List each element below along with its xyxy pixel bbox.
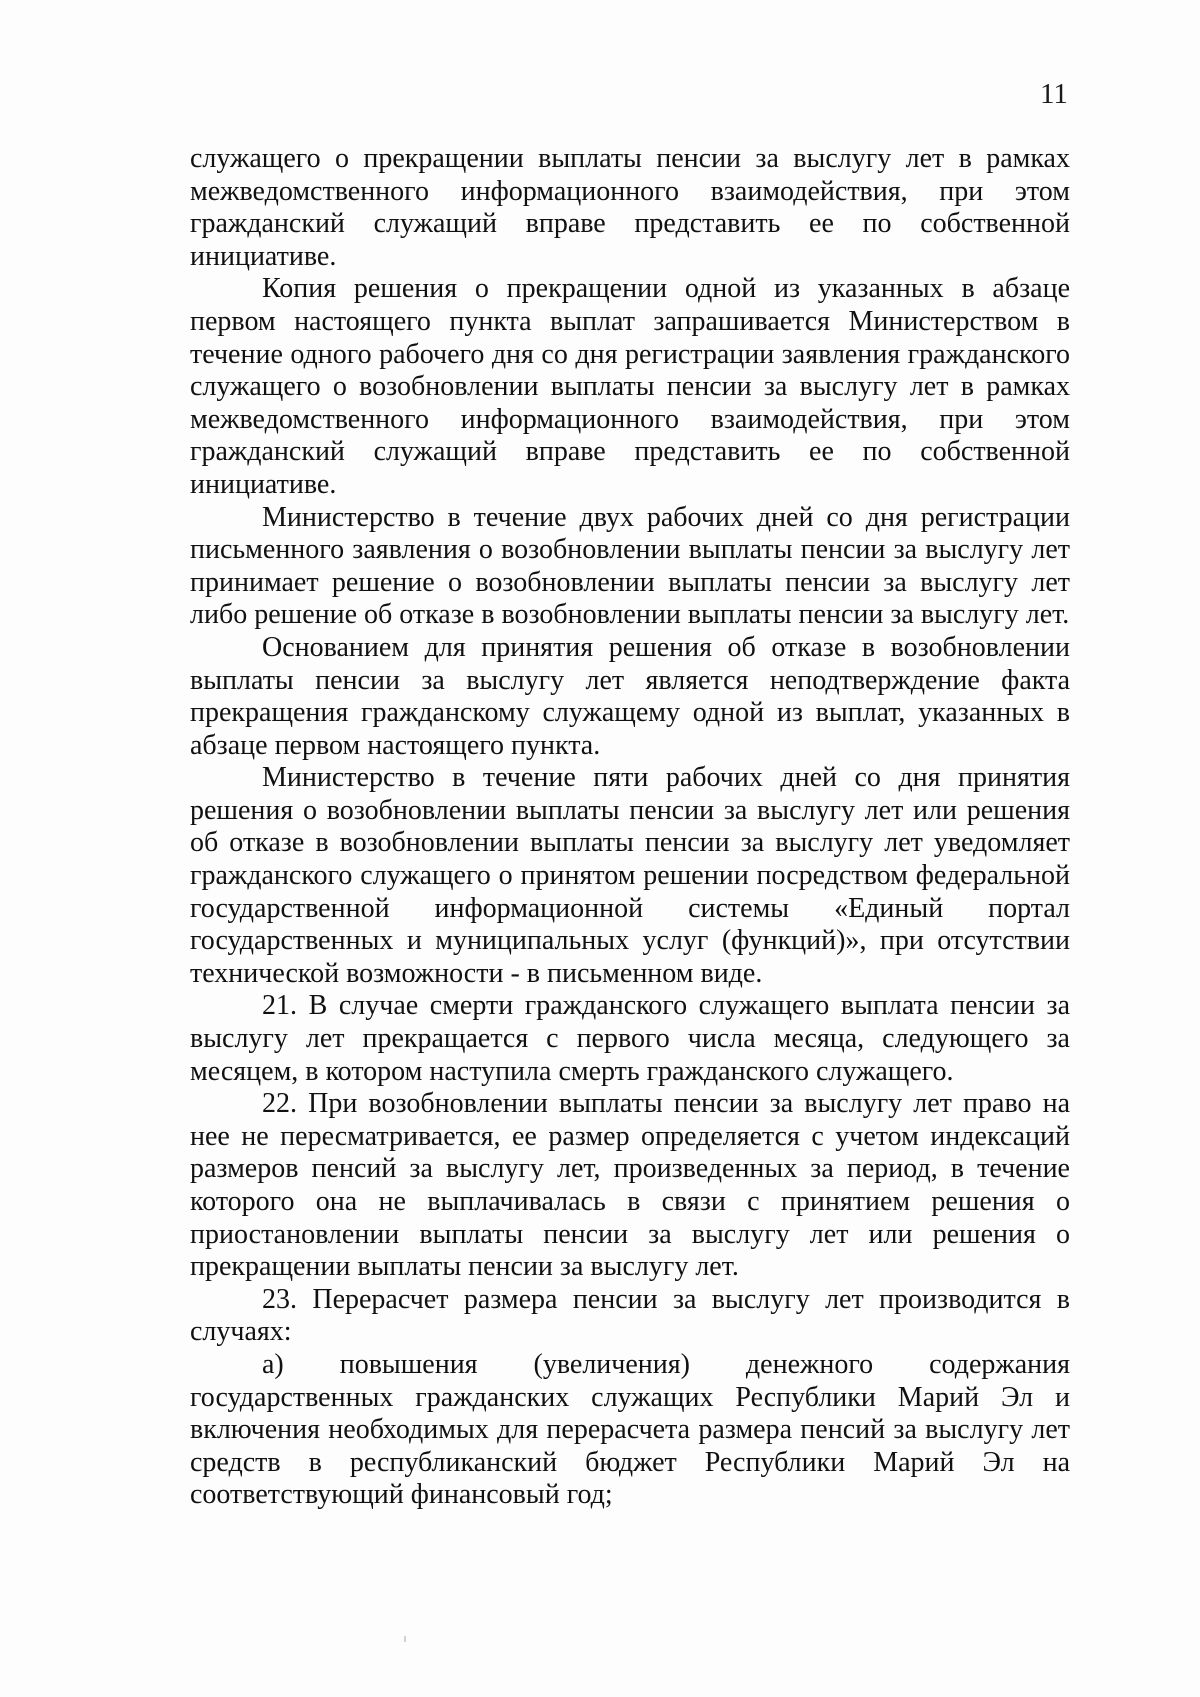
paragraph-copy-of-decision: Копия решения о прекращении одной из указанных в абзаце первом настоящего пункта выплат запрашивается Министерством в течение одного рабочего дня со дня регистрации заявления гражданского служащего о возобновлении выплаты пенсии за выслугу лет в рамках межведомственного информационного взаимодействия, при этом гражданский служащий вправе представить ее по собственной инициативе. bbox=[190, 273, 1070, 500]
paragraph-item-23-a: а) повышения (увеличения) денежного содержания государственных гражданских служащих Республики Марий Эл и включения необходимых для перерасчета размера пенсий за выслугу лет средств в республиканский бюджет Республики Марий Эл на соответствующий финансовый год; bbox=[190, 1348, 1070, 1511]
scan-artifact bbox=[404, 1636, 406, 1642]
paragraph-item-22: 22. При возобновлении выплаты пенсии за выслугу лет право на нее не пересматривается, ее размер определяется с учетом индексаций размеров пенсий за выслугу лет, произведенных за период, в течение которого она не выплачивалась в связи с принятием решения о приостановлении выплаты пенсии за выслугу лет или решения о прекращении выплаты пенсии за выслугу лет. bbox=[190, 1088, 1070, 1283]
page-number: 11 bbox=[1040, 78, 1068, 110]
paragraph-ministry-decision: Министерство в течение двух рабочих дней со дня регистрации письменного заявления о возобновлении выплаты пенсии за выслугу лет принимает решение о возобновлении выплаты пенсии за выслугу лет либо решение об отказе в возобновлении выплаты пенсии за выслугу лет. bbox=[190, 501, 1070, 631]
paragraph-refusal-grounds: Основанием для принятия решения об отказе в возобновлении выплаты пенсии за выслугу лет является неподтверждение факта прекращения гражданскому служащему одной из выплат, указанных в абзаце первом настоящего пункта. bbox=[190, 631, 1070, 761]
paragraph-item-21: 21. В случае смерти гражданского служащего выплата пенсии за выслугу лет прекращается с первого числа месяца, следующего за месяцем, в котором наступила смерть гражданского служащего. bbox=[190, 990, 1070, 1087]
document-body bbox=[190, 143, 1070, 1512]
paragraph-continuation: служащего о прекращении выплаты пенсии за выслугу лет в рамках межведомственного информационного взаимодействия, при этом гражданский служащий вправе представить ее по собственной инициативе. bbox=[190, 143, 1070, 272]
paragraph-item-23: 23. Перерасчет размера пенсии за выслугу лет производится в случаях: bbox=[190, 1283, 1070, 1348]
paragraph-notification: Министерство в течение пяти рабочих дней со дня принятия решения о возобновлении выплаты пенсии за выслугу лет или решения об отказе в возобновлении выплаты пенсии за выслугу лет уведомляет гражданского служащего о принятом решении посредством федеральной государственной информационной системы «Единый портал государственных и муниципальных услуг (функций)», при отсутствии технической возможности - в письменном виде. bbox=[190, 762, 1070, 989]
